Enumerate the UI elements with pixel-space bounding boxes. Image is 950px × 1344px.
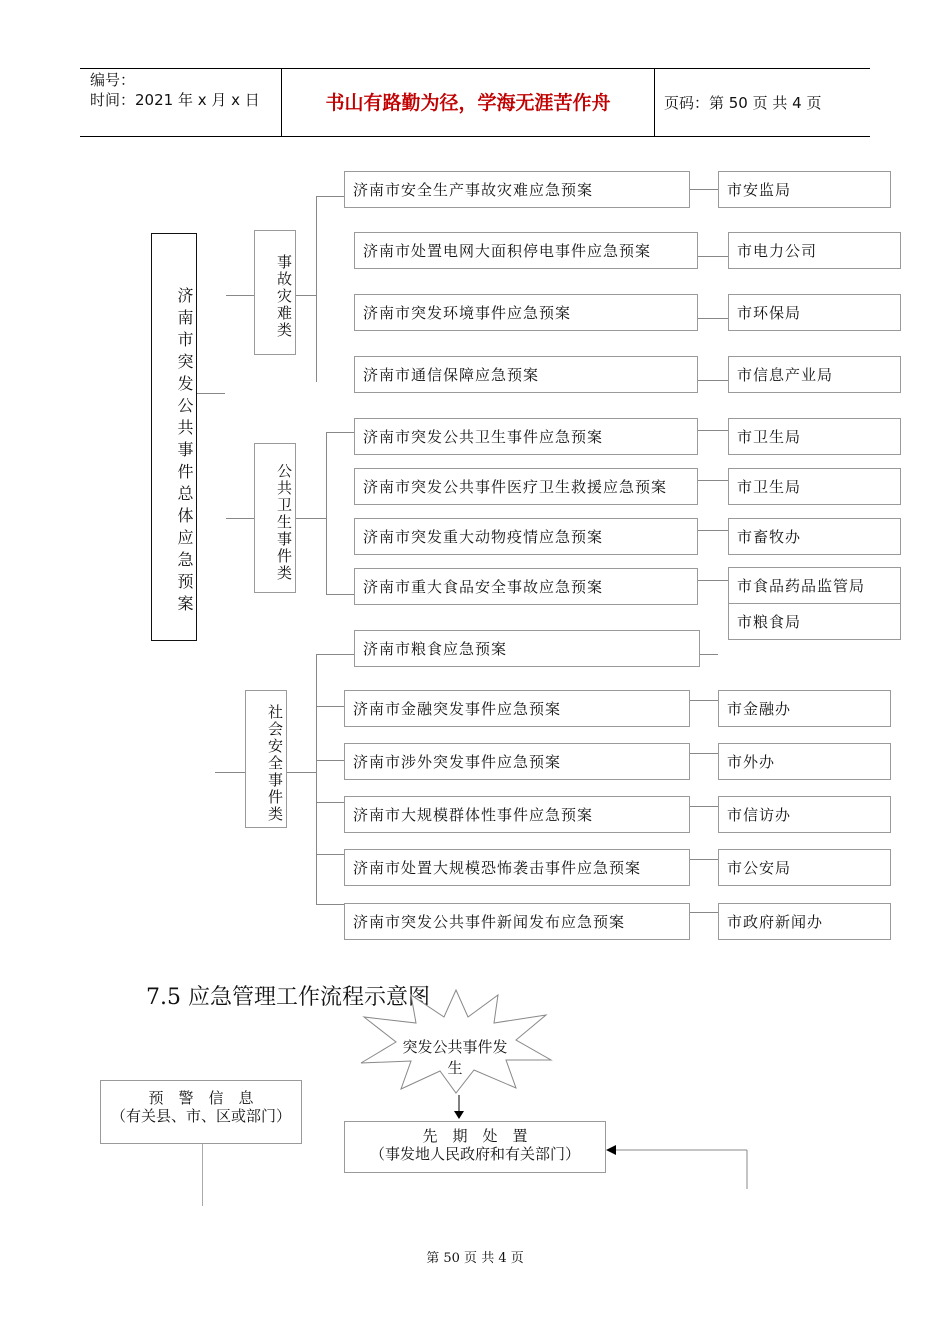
dept-box <box>728 603 901 640</box>
plan-box <box>344 171 690 208</box>
plan-label: 济南市粮食应急预案 <box>363 640 508 658</box>
plan-box <box>344 690 690 727</box>
dept-label: 市食品药品监管局 <box>737 577 866 595</box>
dept-box <box>728 468 901 505</box>
dept-box <box>728 294 901 331</box>
connector <box>690 806 718 807</box>
connector <box>197 393 225 394</box>
connector <box>690 912 718 913</box>
initial-response-title: 先 期 处 置 <box>422 1127 528 1145</box>
plan-box <box>354 418 698 455</box>
plan-label: 济南市突发公共事件医疗卫生救援应急预案 <box>363 478 668 496</box>
header-motto: 书山有路勤为径，学海无涯苦作舟 <box>325 92 611 114</box>
plan-label: 济南市处置大规模恐怖袭击事件应急预案 <box>353 859 642 877</box>
dept-box <box>728 567 901 604</box>
connector <box>316 196 344 197</box>
plan-box <box>354 468 698 505</box>
connector <box>316 196 317 382</box>
dept-box <box>718 171 891 208</box>
connector <box>326 594 354 595</box>
root-plan-label: 济南市突发公共事件总体应急预案 <box>175 287 194 617</box>
event-label: 突发公共事件发生 <box>402 1038 508 1077</box>
connector <box>316 706 344 707</box>
plan-label: 济南市突发公共事件新闻发布应急预案 <box>353 913 626 931</box>
header-bottom-rule <box>80 136 870 137</box>
header-page: 页码：第 50 页 共 4 页 <box>664 94 822 112</box>
connector <box>698 318 728 319</box>
connector <box>296 295 316 296</box>
connector <box>698 430 728 431</box>
connector <box>202 1144 203 1206</box>
dept-label: 市卫生局 <box>737 478 802 496</box>
connector <box>690 700 718 701</box>
section-title: 7.5 应急管理工作流程示意图 <box>146 985 430 1010</box>
connector <box>316 654 354 655</box>
plan-box <box>344 743 690 780</box>
connector <box>226 518 254 519</box>
category-box-public-health <box>254 443 296 593</box>
connector <box>326 432 327 594</box>
plan-box <box>354 356 698 393</box>
dept-box <box>718 849 891 886</box>
plan-label: 济南市突发重大动物疫情应急预案 <box>363 528 604 546</box>
plan-box <box>354 568 698 605</box>
connector <box>316 802 344 803</box>
connector <box>316 760 344 761</box>
dept-label: 市电力公司 <box>737 242 818 260</box>
dept-box <box>728 518 901 555</box>
connector <box>700 654 718 655</box>
time-label: 时间：2021 年 x 月 x 日 <box>90 91 260 109</box>
category-box-social-security <box>245 690 287 828</box>
connector <box>316 854 344 855</box>
dept-box <box>728 356 901 393</box>
connector <box>698 580 728 581</box>
category-box-accident <box>254 230 296 355</box>
dept-box <box>718 743 891 780</box>
dept-box <box>728 232 901 269</box>
initial-response-box <box>344 1121 606 1173</box>
arrow-left-icon <box>604 1143 748 1189</box>
connector <box>287 772 316 773</box>
plan-label: 济南市涉外突发事件应急预案 <box>353 753 562 771</box>
code-label: 编号： <box>90 71 136 89</box>
dept-label: 市畜牧办 <box>737 528 802 546</box>
connector <box>690 189 718 190</box>
dept-box <box>728 418 901 455</box>
connector <box>690 859 718 860</box>
connector <box>215 772 245 773</box>
plan-box <box>344 903 690 940</box>
connector <box>698 530 728 531</box>
arrow-down-icon <box>452 1095 466 1121</box>
warning-title: 预 警 信 息 <box>148 1089 254 1107</box>
header-divider <box>654 68 655 136</box>
plan-box <box>354 294 698 331</box>
dept-label: 市公安局 <box>727 859 792 877</box>
connector <box>326 432 354 433</box>
warning-info-box <box>100 1080 302 1144</box>
plan-box <box>354 518 698 555</box>
dept-label: 市安监局 <box>727 181 792 199</box>
root-plan-box <box>151 233 197 641</box>
plan-label: 济南市突发公共卫生事件应急预案 <box>363 428 604 446</box>
connector <box>296 518 326 519</box>
plan-label: 济南市安全生产事故灾难应急预案 <box>353 181 594 199</box>
dept-label: 市信访办 <box>727 806 792 824</box>
connector <box>698 256 728 257</box>
category-label: 公共卫生事件类 <box>275 462 293 582</box>
header-info <box>90 70 260 110</box>
dept-box <box>718 796 891 833</box>
connector <box>316 654 317 904</box>
dept-label: 市环保局 <box>737 304 802 322</box>
plan-label: 济南市重大食品安全事故应急预案 <box>363 578 604 596</box>
header-top-rule <box>80 68 870 69</box>
category-label: 社会安全事件类 <box>266 703 284 823</box>
plan-box <box>344 849 690 886</box>
dept-box <box>718 690 891 727</box>
connector <box>698 480 728 481</box>
initial-response-subtitle: （事发地人民政府和有关部门） <box>369 1145 580 1163</box>
plan-box <box>354 232 698 269</box>
dept-label: 市卫生局 <box>737 428 802 446</box>
plan-label: 济南市金融突发事件应急预案 <box>353 700 562 718</box>
dept-label: 市金融办 <box>727 700 792 718</box>
connector <box>690 753 718 754</box>
connector <box>698 380 728 381</box>
plan-label: 济南市处置电网大面积停电事件应急预案 <box>363 242 652 260</box>
dept-label: 市外办 <box>727 753 776 771</box>
warning-subtitle: （有关县、市、区或部门） <box>110 1107 291 1125</box>
dept-label: 市信息产业局 <box>737 366 834 384</box>
dept-box <box>718 903 891 940</box>
connector <box>316 904 344 905</box>
plan-box <box>344 796 690 833</box>
plan-label: 济南市通信保障应急预案 <box>363 366 540 384</box>
dept-label: 市政府新闻办 <box>727 913 824 931</box>
connector <box>226 295 254 296</box>
plan-box <box>354 630 700 667</box>
plan-label: 济南市大规模群体性事件应急预案 <box>353 806 594 824</box>
category-label: 事故灾难类 <box>275 254 293 339</box>
dept-label: 市粮食局 <box>737 613 802 631</box>
plan-label: 济南市突发环境事件应急预案 <box>363 304 572 322</box>
footer-page-number: 第 50 页 共 4 页 <box>426 1251 524 1266</box>
